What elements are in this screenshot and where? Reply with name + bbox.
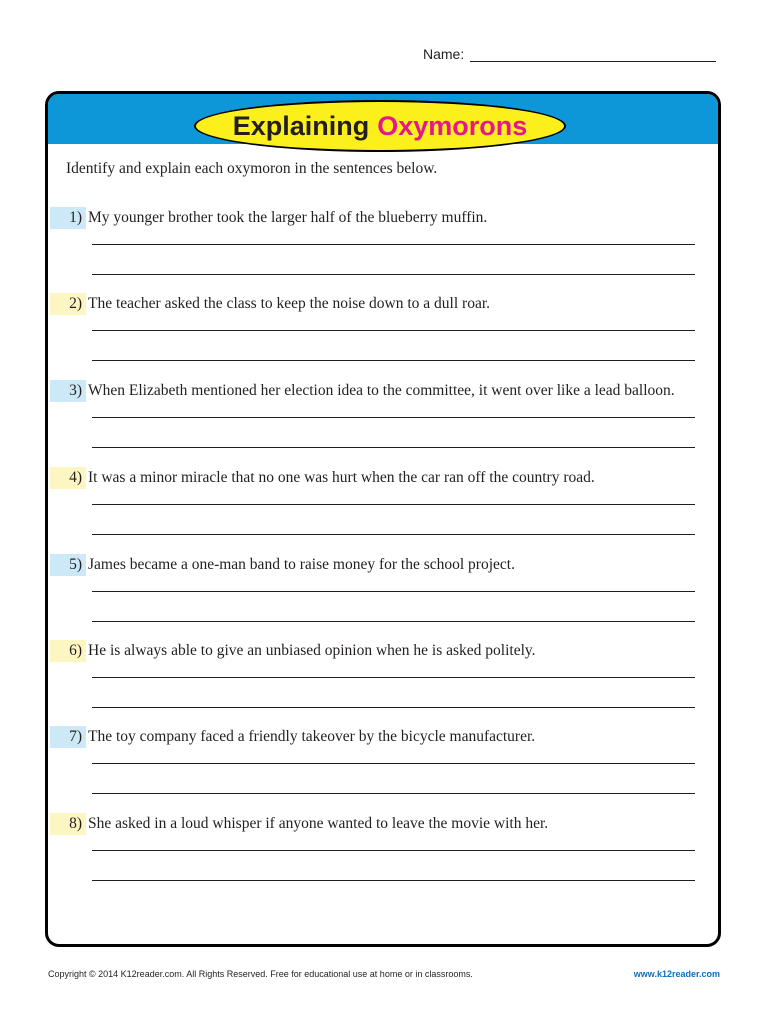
question-number: 5) — [50, 554, 86, 576]
answer-line[interactable] — [92, 880, 695, 881]
copyright-notice: Copyright © 2014 K12reader.com. All Rights Reserved. Free for educational use at home or in classrooms. — [48, 969, 473, 979]
answer-line[interactable] — [92, 447, 695, 448]
answer-line[interactable] — [92, 244, 695, 245]
question-number: 7) — [50, 726, 86, 748]
question-text: The teacher asked the class to keep the noise down to a dull roar. — [88, 295, 491, 312]
answer-line[interactable] — [92, 850, 695, 851]
question-number: 6) — [50, 640, 86, 662]
answer-line[interactable] — [92, 417, 695, 418]
instructions: Identify and explain each oxymoron in the sentences below. — [66, 160, 438, 177]
question-text: It was a minor miracle that no one was hurt when the car ran off the country road. — [88, 469, 595, 486]
answer-line[interactable] — [92, 591, 695, 592]
question-text: He is always able to give an unbiased opinion when he is asked politely. — [88, 642, 536, 659]
answer-line[interactable] — [92, 707, 695, 708]
name-field[interactable] — [423, 46, 716, 62]
worksheet-title — [194, 100, 566, 152]
question-number: 1) — [50, 207, 86, 229]
answer-line[interactable] — [92, 360, 695, 361]
question-number: 2) — [50, 293, 86, 315]
answer-line[interactable] — [92, 793, 695, 794]
worksheet-frame — [45, 91, 721, 947]
answer-line[interactable] — [92, 763, 695, 764]
answer-line[interactable] — [92, 621, 695, 622]
answer-line[interactable] — [92, 534, 695, 535]
name-blank-line[interactable] — [470, 47, 716, 62]
title-word-explaining: Explaining — [232, 110, 370, 141]
question-text: James became a one-man band to raise money for the school project. — [88, 556, 515, 573]
answer-line[interactable] — [92, 677, 695, 678]
question-number: 3) — [50, 380, 86, 402]
question-text: My younger brother took the larger half of the blueberry muffin. — [88, 209, 488, 226]
name-label: Name: — [423, 46, 465, 62]
answer-line[interactable] — [92, 274, 695, 275]
question-number: 8) — [50, 813, 86, 835]
question-text: The toy company faced a friendly takeover by the bicycle manufacturer. — [88, 728, 536, 745]
website-link[interactable]: www.k12reader.com — [633, 969, 720, 979]
question-text: She asked in a loud whisper if anyone wanted to leave the movie with her. — [88, 815, 549, 832]
question-number: 4) — [50, 467, 86, 489]
title-word-oxymorons: Oxymorons — [377, 110, 528, 141]
answer-line[interactable] — [92, 330, 695, 331]
answer-line[interactable] — [92, 504, 695, 505]
question-text: When Elizabeth mentioned her election idea to the committee, it went over like a lead balloon. — [88, 382, 675, 399]
